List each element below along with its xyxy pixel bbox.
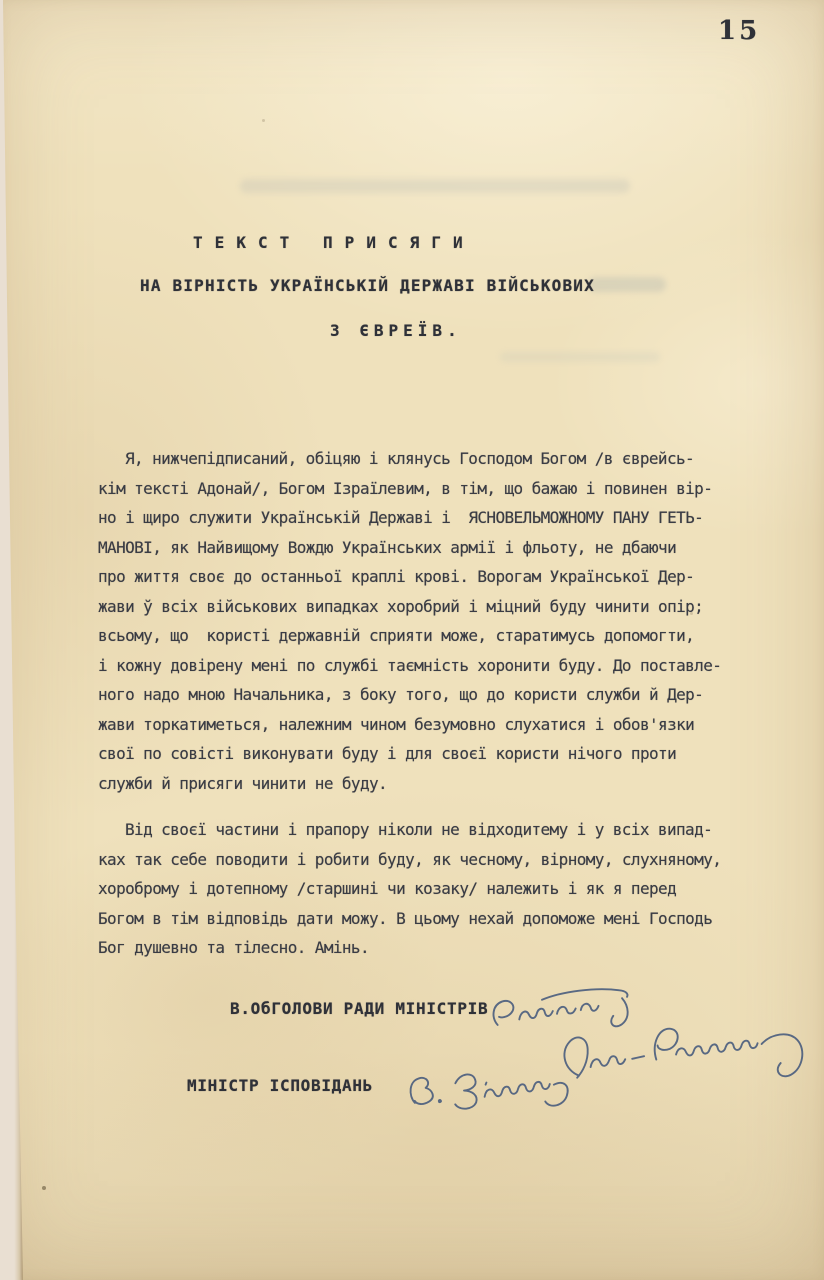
- handwritten-signature-3: [396, 1050, 591, 1128]
- typed-line: свої по совісті виконувати буду і для своєї користи нічого проти: [98, 744, 677, 763]
- typed-line: всьому, що користі державній сприяти може, старатимусь допомогти,: [98, 626, 695, 645]
- typed-line: Від своєї частини і прапору ніколи не відходитему і у всіх випад-: [125, 820, 713, 839]
- typed-line: МАНОВІ, як Найвищому Вождю Українських армії і фльоту, не дбаючи: [98, 537, 677, 557]
- typed-line: но і щиро служити Українській Державі і ЯСНОВЕЛЬМОЖНОМУ ПАНУ ГЕТЬ-: [98, 508, 704, 527]
- paper-speck: [262, 119, 265, 122]
- page-number: 15: [718, 16, 761, 46]
- typed-line: і кожну довірену мені по службі таємність хоронити буду. До поставле-: [98, 655, 722, 675]
- typed-line: кім тексті Адонай/, Богом Ізраїлевим, в тім, що бажаю і повинен вір-: [98, 478, 713, 498]
- document-subtitle: НА ВІРНІСТЬ УКРАЇНСЬКІЙ ДЕРЖАВІ ВІЙСЬКОВИХ: [140, 276, 595, 295]
- typed-line: жави ў всіх військових випадках хоробрий і міцний буду чинити опір;: [98, 596, 704, 616]
- bleed-through-smudge: [500, 352, 660, 362]
- bleed-through-smudge: [588, 277, 666, 292]
- role-label-minister-of-confessions: МІНІСТР ІСПОВІДАНЬ: [187, 1076, 373, 1095]
- typed-line: Богом в тім відповідь дати можу. В цьому нехай допоможе мені Господь: [98, 908, 713, 928]
- typed-line: ках так себе поводити і робити буду, як чесному, вірному, слухняному,: [98, 849, 722, 869]
- page-edge-strip: [0, 0, 26, 1280]
- bleed-through-smudge: [240, 179, 630, 193]
- typed-line: служби й присяги чинити не буду.: [98, 773, 388, 793]
- role-label-head-of-council: В.ОбГОЛОВИ РАДИ МІНІСТРІВ: [230, 999, 489, 1018]
- typed-line: жави торкатиметься, належним чином безумовно слухатися і обов'язки: [98, 714, 695, 734]
- typed-line: про життя своє до останньої краплі крові. Ворогам Української Дер-: [98, 567, 695, 586]
- oath-paragraph-1: [98, 444, 758, 798]
- paper-speck: [42, 1186, 46, 1190]
- document-title: Т Е К С Т П Р И С Я Г И: [193, 233, 464, 252]
- document-subtitle-2: З ЄВРЕЇВ.: [330, 321, 462, 340]
- handwritten-signature-2: [550, 1011, 821, 1095]
- typed-line: Бог душевно та тілесно. Амінь.: [98, 938, 369, 957]
- oath-paragraph-2: [98, 815, 758, 963]
- typed-line: хороброму і дотепному /старшині чи козаку/ належить і як я перед: [98, 879, 677, 898]
- typed-line: Я, нижчепідписаний, обіцяю і клянусь Господом Богом /в єврейсь-: [125, 449, 695, 468]
- typed-line: ного надо мною Начальника, з боку того, що до користи служби й Дер-: [98, 685, 704, 704]
